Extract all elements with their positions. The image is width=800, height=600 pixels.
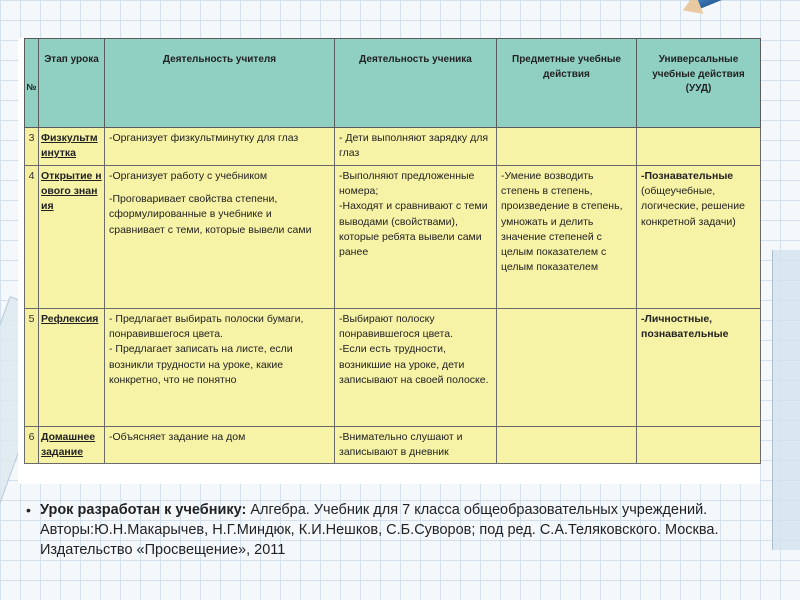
caption-text: Алгебра. Учебник для 7 класса общеобразовательных учреждений. Авторы:Ю.Н.Макарычев, Н.Г.Миндюк, К.И.Нешков, С.Б.Суворов; под ред. С.А.Теляковского. Москва. Издательство «Просвещение», 2011 <box>40 502 719 558</box>
row-subject <box>497 427 637 464</box>
header-num: № <box>25 39 39 128</box>
table-row <box>25 427 761 464</box>
row-universal <box>637 427 761 464</box>
student-line: -Если есть трудности, возникшие на уроке, дети записывают на своей полоске. <box>339 343 489 386</box>
student-line: - Дети выполняют зарядку для глаз <box>339 132 489 160</box>
row-number: 5 <box>25 309 39 427</box>
row-number: 4 <box>25 166 39 309</box>
row-stage: Физкультминутка <box>39 128 105 166</box>
table-header-row <box>25 39 761 128</box>
teacher-line: -Проговаривает свойства степени, сформулированные в учебнике и сравнивает с теми, которые вывели сами <box>109 193 312 236</box>
universal-bold: -Познавательные <box>641 170 734 182</box>
table-row <box>25 309 761 427</box>
teacher-line: -Организует работу с учебником <box>109 170 268 182</box>
row-teacher <box>105 166 335 309</box>
universal-text: (общеучебные, логические, решение конкретной задачи) <box>641 185 745 228</box>
row-teacher <box>105 427 335 464</box>
student-line: -Выполняют предложенные номера; <box>339 170 475 198</box>
teacher-line: -Организует физкультминутку для глаз <box>109 132 299 144</box>
row-student <box>335 309 497 427</box>
row-teacher <box>105 128 335 166</box>
row-universal <box>637 309 761 427</box>
textbook-caption <box>26 500 785 560</box>
table-row <box>25 128 761 166</box>
row-universal <box>637 128 761 166</box>
student-line: -Внимательно слушают и записывают в дневник <box>339 431 463 459</box>
lesson-plan-table <box>24 38 761 464</box>
row-number: 6 <box>25 427 39 464</box>
teacher-line: - Предлагает выбирать полоски бумаги, понравившегося цвета. <box>109 313 304 341</box>
caption-bullet: • <box>26 502 31 518</box>
student-line: -Выбирают полоску понравившегося цвета. <box>339 313 453 341</box>
caption-lead: Урок разработан к учебнику: <box>40 502 247 518</box>
row-universal <box>637 166 761 309</box>
header-student: Деятельность ученика <box>335 39 497 128</box>
row-student <box>335 166 497 309</box>
row-stage: Рефлексия <box>39 309 105 427</box>
row-teacher <box>105 309 335 427</box>
decorative-pencil <box>686 0 800 11</box>
table-row <box>25 166 761 309</box>
teacher-line: -Объясняет задание на дом <box>109 431 246 443</box>
row-number: 3 <box>25 128 39 166</box>
row-subject <box>497 309 637 427</box>
row-student <box>335 128 497 166</box>
row-subject <box>497 166 637 309</box>
teacher-line: - Предлагает записать на листе, если возникли трудности на уроке, какие конкретно, что не понятно <box>109 343 293 386</box>
universal-bold: -Личностные, познавательные <box>641 313 729 341</box>
header-stage: Этап урока <box>39 39 105 128</box>
header-subject: Предметные учебные действия <box>497 39 637 128</box>
row-subject <box>497 128 637 166</box>
row-student <box>335 427 497 464</box>
student-line: -Находят и сравнивают с теми выводами (свойствами), которые ребята вывели сами ранее <box>339 200 488 259</box>
row-stage: Домашнее задание <box>39 427 105 464</box>
subject-line: -Умение возводить степень в степень, произведение в степень, умножать и делить значение степеней с целым показателем с целым показателем <box>501 170 623 274</box>
header-teacher: Деятельность учителя <box>105 39 335 128</box>
row-stage: Открытие нового знания <box>39 166 105 309</box>
header-universal: Универсальные учебные действия (УУД) <box>637 39 761 128</box>
